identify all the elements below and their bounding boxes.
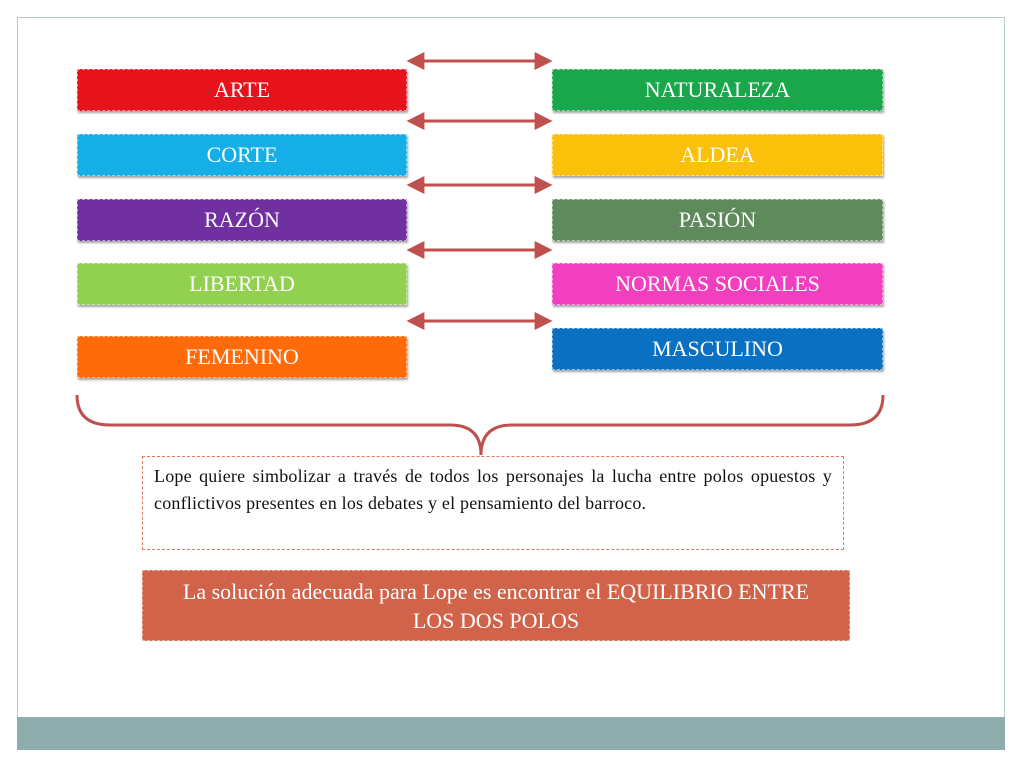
concept-label: LIBERTAD — [189, 271, 295, 296]
left-concept-razon — [77, 199, 407, 241]
right-concept-masculino — [552, 328, 883, 370]
footer-bar — [17, 717, 1005, 750]
left-concept-libertad — [77, 263, 407, 305]
right-concept-naturaleza — [552, 69, 883, 111]
concept-label: ALDEA — [680, 142, 755, 167]
concept-label: PASIÓN — [678, 207, 757, 232]
concept-label: NORMAS SOCIALES — [615, 271, 820, 296]
conclusion-box — [142, 570, 850, 641]
right-concept-pasion — [552, 199, 883, 241]
concept-label: ARTE — [213, 77, 271, 102]
explanation-text-box — [142, 456, 844, 550]
right-concept-normas-sociales — [552, 263, 883, 305]
explanation-text: Lope quiere simbolizar a través de todos los personajes la lucha entre polos opuestos y conflictivos presentes en los debates y el pensamiento del barroco. — [154, 466, 832, 513]
left-concept-femenino — [77, 336, 407, 378]
concept-label: FEMENINO — [185, 344, 299, 369]
right-concept-aldea — [552, 134, 883, 176]
conclusion-text: La solución adecuada para Lope es encontrar el EQUILIBRIO ENTRE LOS DOS POLOS — [182, 578, 810, 633]
concept-label: MASCULINO — [652, 336, 783, 361]
concept-label: NATURALEZA — [644, 77, 791, 102]
concept-label: RAZÓN — [204, 207, 280, 232]
left-concept-arte — [77, 69, 407, 111]
concept-label: CORTE — [206, 142, 278, 167]
left-concept-corte — [77, 134, 407, 176]
